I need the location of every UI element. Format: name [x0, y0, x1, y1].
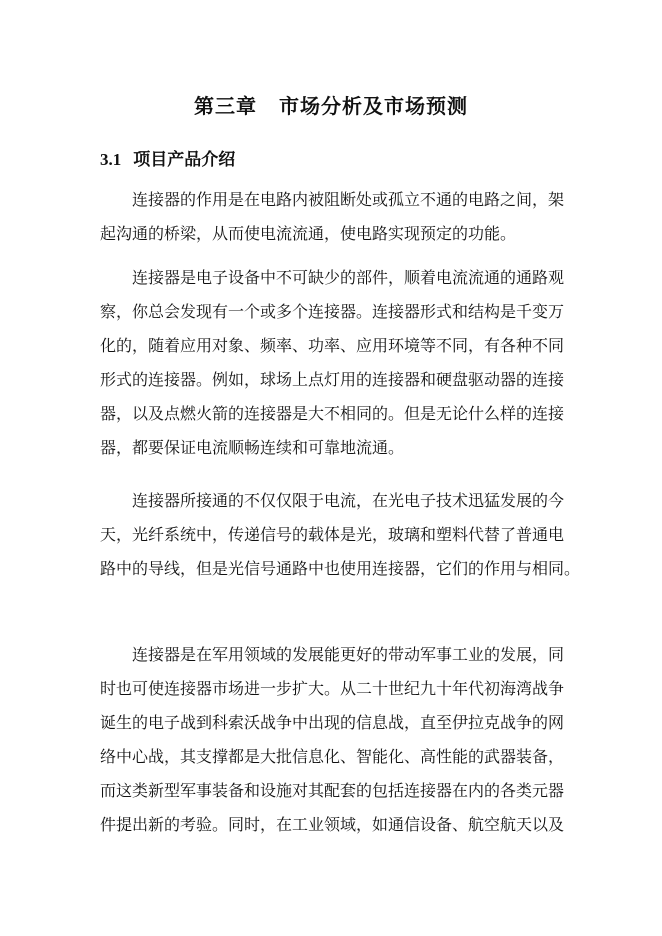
paragraph-1	[100, 183, 570, 251]
paragraph-line: 化的，随着应用对象、频率、功率、应用环境等不同，有各种不同	[100, 336, 565, 355]
paragraph-line: 时也可使连接器市场进一步扩大。从二十世纪九十年代初海湾战争	[100, 679, 565, 698]
paragraph-line: 察，你总会发现有一个或多个连接器。连接器形式和结构是千变万	[100, 302, 565, 321]
paragraph-4	[100, 638, 570, 842]
chapter-name: 市场分析及市场预测	[279, 94, 468, 118]
paragraph-2	[100, 261, 570, 465]
paragraph-line: 连接器是在军用领域的发展能更好的带动军事工业的发展，同	[132, 645, 565, 664]
paragraph-line: 路中的导线，但是光信号通路中也使用连接器，它们的作用与相同。	[100, 559, 581, 578]
section-heading	[100, 145, 235, 170]
paragraph-line: 起沟通的桥梁，从而使电流流通，使电路实现预定的功能。	[100, 224, 517, 243]
paragraph-line: 连接器是电子设备中不可缺少的部件，顺着电流流通的通路观	[132, 268, 565, 287]
paragraph-line: 连接器的作用是在电路内被阻断处或孤立不通的电路之间，架	[132, 190, 565, 209]
paragraph-line: 件提出新的考验。同时，在工业领域，如通信设备、航空航天以及	[100, 815, 565, 834]
paragraph-line: 连接器所接通的不仅仅限于电流，在光电子技术迅猛发展的今	[132, 491, 565, 510]
paragraph-line: 诞生的电子战到科索沃战争中出现的信息战，直至伊拉克战争的网	[100, 713, 565, 732]
paragraph-line: 形式的连接器。例如，球场上点灯用的连接器和硬盘驱动器的连接	[100, 370, 565, 389]
paragraph-line: 天，光纤系统中，传递信号的载体是光，玻璃和塑料代替了普通电	[100, 525, 565, 544]
chapter-number: 第三章	[194, 94, 257, 118]
paragraph-line: 器，都要保证电流顺畅连续和可靠地流通。	[100, 438, 405, 457]
section-number: 3.1	[100, 150, 122, 169]
paragraph-3	[100, 484, 581, 586]
paragraph-line: 器，以及点燃火箭的连接器是大不相同的。但是无论什么样的连接	[100, 404, 565, 423]
paragraph-line: 而这类新型军事装备和设施对其配套的包括连接器在内的各类元器	[100, 781, 565, 800]
chapter-title	[0, 90, 662, 119]
paragraph-line: 络中心战，其支撑都是大批信息化、智能化、高性能的武器装备，	[100, 747, 565, 766]
section-title: 项目产品介绍	[133, 150, 236, 170]
